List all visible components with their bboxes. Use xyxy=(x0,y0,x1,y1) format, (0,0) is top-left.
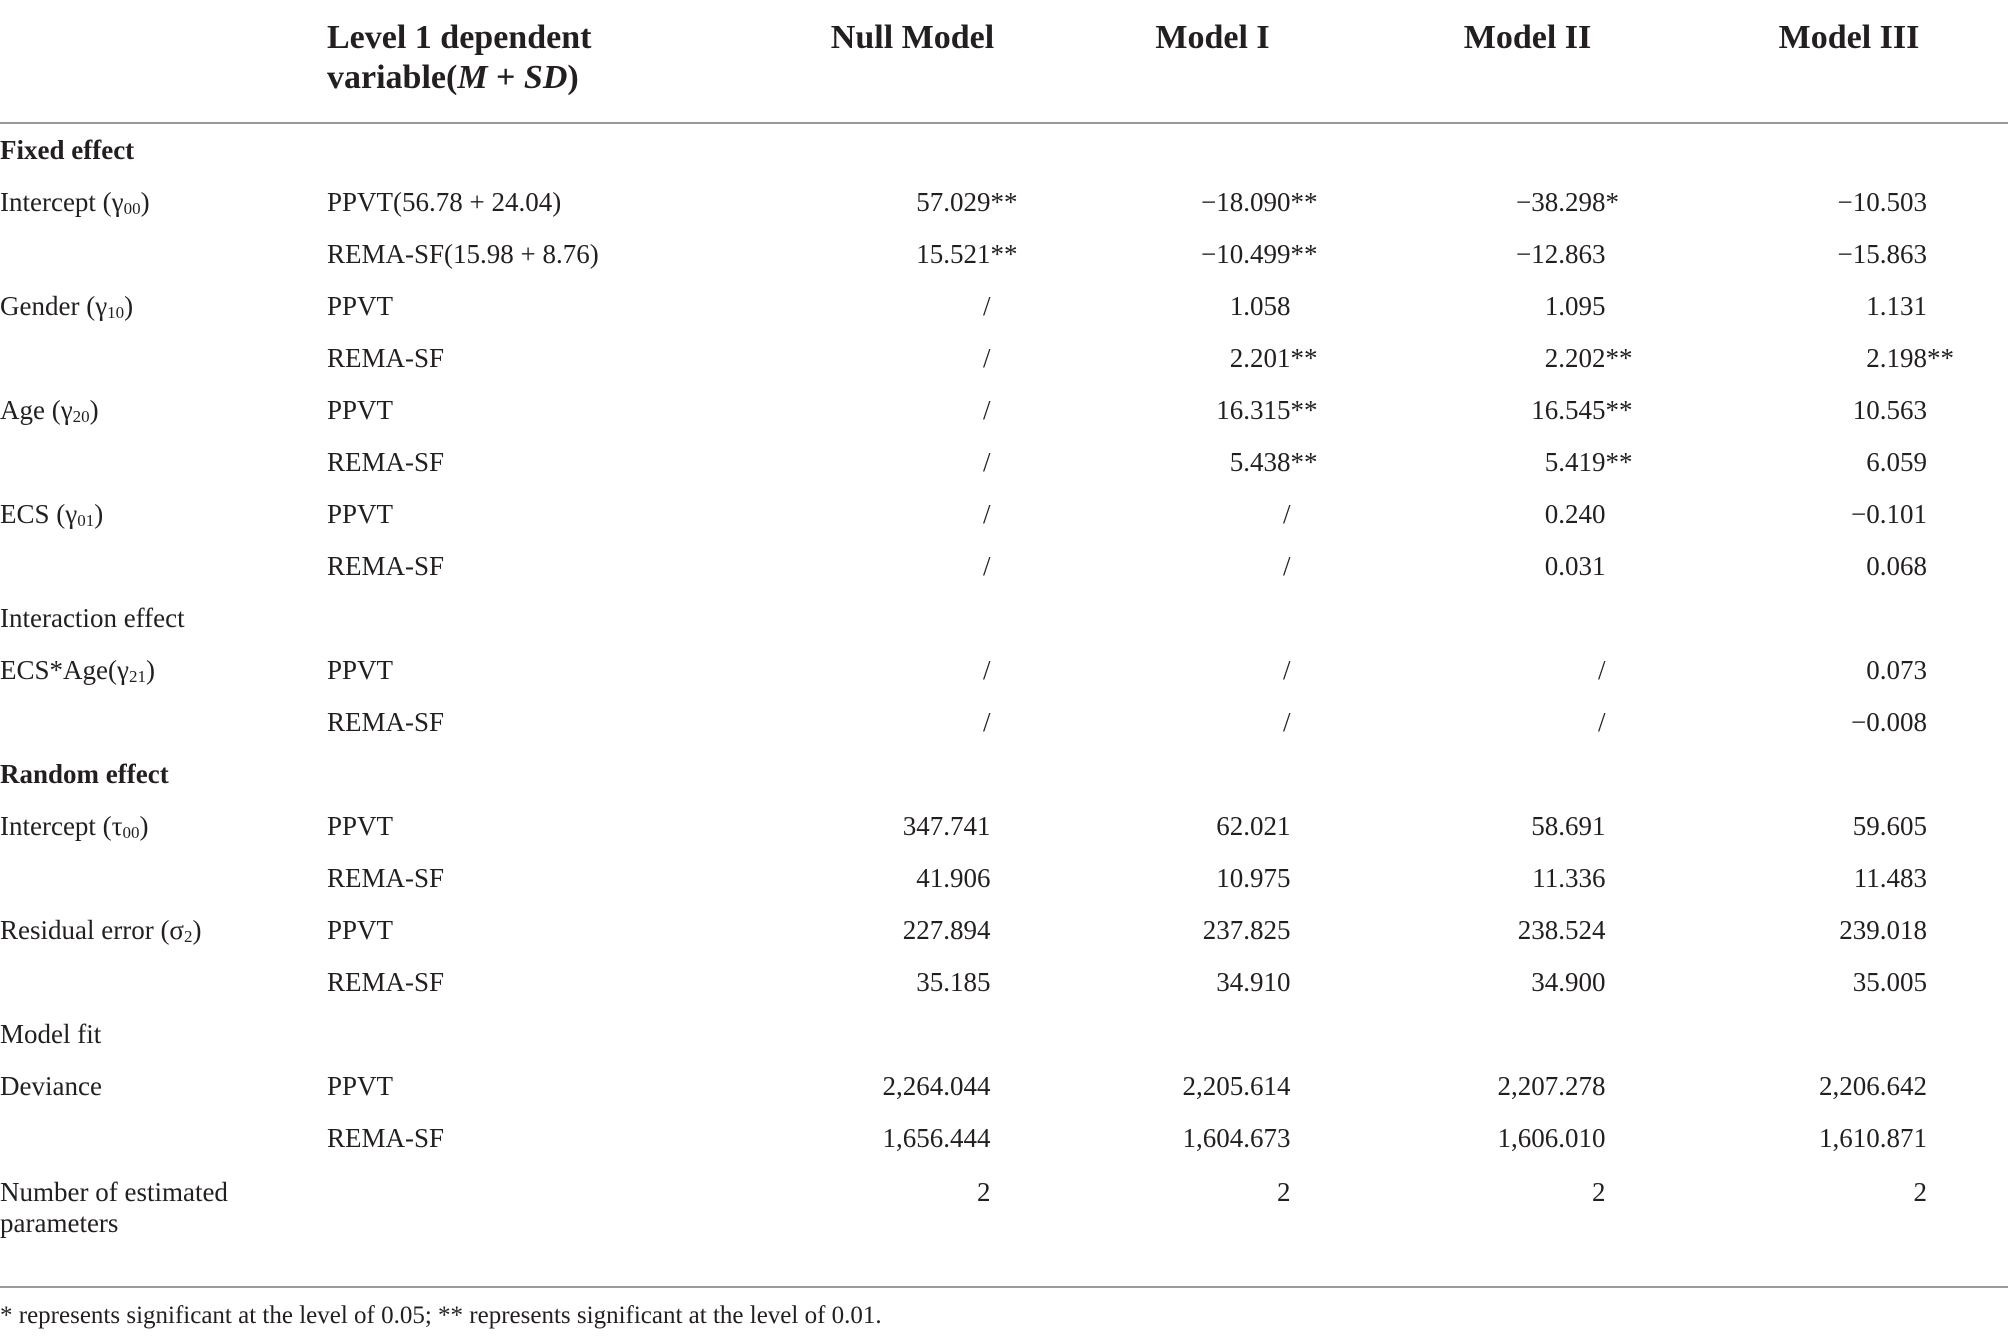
value-cell xyxy=(1690,332,2008,384)
dependent-variable-cell: REMA-SF xyxy=(327,550,445,581)
coefficient-value: 2,206.642 xyxy=(1819,1070,1927,1101)
value-cell xyxy=(765,176,1060,228)
coefficient-value: / xyxy=(982,394,991,425)
coefficient-value: / xyxy=(1282,498,1291,529)
coefficient-value: 237.825 xyxy=(1202,914,1291,945)
coefficient-value: / xyxy=(982,498,991,529)
value-cell xyxy=(1365,488,1690,540)
value-cell xyxy=(1060,280,1365,332)
coefficient-value: / xyxy=(1597,654,1606,685)
coefficient-value: 2 xyxy=(1277,1177,1291,1207)
coefficient-value: 239.018 xyxy=(1839,914,1927,945)
value-cell xyxy=(1690,852,2008,904)
table-row xyxy=(0,852,2008,904)
header-null-model: Null Model xyxy=(765,0,1060,123)
row-label: Residual error $(\sigma_2)$ xyxy=(0,914,202,946)
table-row xyxy=(0,956,2008,1008)
coefficient-value: 1.131 xyxy=(1866,290,1927,321)
value-cell xyxy=(1690,956,2008,1008)
header-model-iii: Model III xyxy=(1690,0,2008,123)
header-dv-plus: + xyxy=(487,59,524,96)
value-cell xyxy=(1060,956,1365,1008)
section-model-fit xyxy=(0,1008,2008,1060)
header-dv-line2-pre: variable( xyxy=(327,59,458,96)
coefficient-value: / xyxy=(982,550,991,581)
dependent-variable-cell: REMA-SF xyxy=(327,1122,445,1153)
value-cell xyxy=(1690,436,2008,488)
coefficient-value: 0.031 xyxy=(1544,550,1606,581)
coefficient-value: −18.090 xyxy=(1201,186,1291,217)
value-cell xyxy=(765,644,1060,696)
value-cell xyxy=(1365,1112,1690,1164)
coefficient-value: 0.240 xyxy=(1544,498,1606,529)
section-label: Model fit xyxy=(0,1018,102,1049)
table-row xyxy=(0,800,2008,852)
value-cell xyxy=(1060,1164,1365,1208)
value-cell xyxy=(1690,904,2008,956)
coefficient-value: 6.059 xyxy=(1866,446,1927,477)
coefficient-value: 2.201 xyxy=(1229,342,1291,373)
coefficient-value: 2,205.614 xyxy=(1182,1070,1291,1101)
value-cell xyxy=(1365,800,1690,852)
table-row xyxy=(0,488,2008,540)
value-cell xyxy=(1690,1164,2008,1208)
coefficient-value: / xyxy=(1282,550,1291,581)
value-cell xyxy=(1365,332,1690,384)
value-cell xyxy=(1365,384,1690,436)
value-cell xyxy=(1365,904,1690,956)
dependent-variable-cell: REMA-SF xyxy=(327,342,445,373)
value-cell xyxy=(765,332,1060,384)
value-cell xyxy=(1365,228,1690,280)
dependent-variable-cell: PPVT xyxy=(327,810,394,841)
table-row-continuation xyxy=(0,1208,2008,1272)
coefficient-value: −10.503 xyxy=(1837,186,1927,217)
value-cell xyxy=(765,1060,1060,1112)
row-label: Age $(\gamma_{20})$ xyxy=(0,394,99,426)
coefficient-value: −38.298 xyxy=(1516,186,1606,217)
coefficient-value: 11.336 xyxy=(1532,862,1606,893)
section-label: Interaction effect xyxy=(0,602,185,633)
value-cell xyxy=(765,488,1060,540)
value-cell xyxy=(1365,176,1690,228)
value-cell xyxy=(765,1112,1060,1164)
value-cell xyxy=(765,540,1060,592)
section-label: Random effect xyxy=(0,758,169,789)
coefficient-value: / xyxy=(1597,706,1606,737)
coefficient-value: 1,604.673 xyxy=(1182,1122,1291,1153)
significance-stars: ** xyxy=(990,186,1018,217)
coefficient-value: / xyxy=(982,290,991,321)
value-cell xyxy=(1060,436,1365,488)
row-label: Number of estimated xyxy=(0,1177,228,1207)
value-cell xyxy=(1060,644,1365,696)
value-cell xyxy=(1060,1060,1365,1112)
table-row xyxy=(0,176,2008,228)
table-row xyxy=(0,696,2008,748)
value-cell xyxy=(1690,488,2008,540)
coefficient-value: 35.005 xyxy=(1852,966,1927,997)
coefficient-value: 34.900 xyxy=(1531,966,1606,997)
value-cell xyxy=(1060,176,1365,228)
table-row xyxy=(0,280,2008,332)
value-cell xyxy=(1690,1060,2008,1112)
value-cell xyxy=(1060,332,1365,384)
coefficient-value: 227.894 xyxy=(902,914,991,945)
value-cell xyxy=(765,1164,1060,1208)
section-fixed-effect xyxy=(0,123,2008,176)
coefficient-value: 1,606.010 xyxy=(1497,1122,1606,1153)
value-cell xyxy=(1365,1164,1690,1208)
table-row xyxy=(0,1060,2008,1112)
value-cell xyxy=(1365,280,1690,332)
table-row xyxy=(0,540,2008,592)
coefficient-value: / xyxy=(1282,706,1291,737)
significance-stars: ** xyxy=(1290,342,1318,373)
coefficient-value: 2 xyxy=(1592,1177,1606,1207)
row-label: Intercept $(\gamma_{00})$ xyxy=(0,186,150,218)
header-dv-m: M xyxy=(457,59,488,96)
row-label: Deviance xyxy=(0,1070,102,1101)
coefficient-value: 11.483 xyxy=(1853,862,1927,893)
coefficient-value: 62.021 xyxy=(1216,810,1291,841)
value-cell xyxy=(1060,540,1365,592)
value-cell xyxy=(1365,644,1690,696)
coefficient-value: −12.863 xyxy=(1516,238,1606,269)
coefficient-value: 34.910 xyxy=(1216,966,1291,997)
value-cell xyxy=(1690,540,2008,592)
coefficient-value: 10.563 xyxy=(1852,394,1927,425)
value-cell xyxy=(765,904,1060,956)
header-dv-line1: Level 1 dependent xyxy=(327,19,592,56)
coefficient-value: 58.691 xyxy=(1531,810,1606,841)
value-cell xyxy=(1060,904,1365,956)
row-label: ECS $(\gamma_{01})$ xyxy=(0,498,104,530)
value-cell xyxy=(1365,956,1690,1008)
row-label: Intercept $(\tau_{00})$ xyxy=(0,810,149,842)
header-model-ii: Model II xyxy=(1365,0,1690,123)
dependent-variable-cell: REMA-SF xyxy=(327,706,445,737)
value-cell xyxy=(765,280,1060,332)
dependent-variable-cell xyxy=(327,1164,765,1208)
value-cell xyxy=(1690,800,2008,852)
value-cell xyxy=(1365,540,1690,592)
coefficient-value: 0.073 xyxy=(1866,654,1927,685)
value-cell xyxy=(1365,1060,1690,1112)
coefficient-value: −15.863 xyxy=(1837,238,1927,269)
table-row xyxy=(0,332,2008,384)
dependent-variable-cell: REMA-SF xyxy=(327,966,445,997)
table-header xyxy=(0,0,2008,123)
value-cell xyxy=(1690,228,2008,280)
coefficient-value: 2,207.278 xyxy=(1497,1070,1606,1101)
dependent-variable-cell: REMA-SF(15.98 + 8.76) xyxy=(327,238,599,269)
coefficient-value: 2 xyxy=(1913,1177,1927,1207)
coefficient-value: 59.605 xyxy=(1852,810,1927,841)
coefficient-value: / xyxy=(1282,654,1291,685)
significance-stars: * xyxy=(1605,186,1619,217)
value-cell xyxy=(1690,384,2008,436)
header-dv-post: ) xyxy=(567,59,579,96)
table-row xyxy=(0,904,2008,956)
coefficient-value: 1.058 xyxy=(1229,290,1291,321)
table-row xyxy=(0,436,2008,488)
dependent-variable-cell: PPVT xyxy=(327,1070,394,1101)
coefficient-value: / xyxy=(982,342,991,373)
coefficient-value: 2.202 xyxy=(1544,342,1606,373)
table-row xyxy=(0,644,2008,696)
value-cell xyxy=(765,696,1060,748)
value-cell xyxy=(1060,800,1365,852)
value-cell xyxy=(1690,280,2008,332)
coefficient-value: 5.419 xyxy=(1544,446,1606,477)
value-cell xyxy=(765,852,1060,904)
significance-stars: ** xyxy=(990,238,1018,269)
value-cell xyxy=(1060,488,1365,540)
value-cell xyxy=(765,228,1060,280)
value-cell xyxy=(1060,1112,1365,1164)
coefficient-value: 238.524 xyxy=(1517,914,1606,945)
coefficient-value: −10.499 xyxy=(1201,238,1291,269)
value-cell xyxy=(1060,228,1365,280)
coefficient-value: 1,610.871 xyxy=(1819,1122,1927,1153)
coefficient-value: 2.198 xyxy=(1866,342,1927,373)
value-cell xyxy=(1365,436,1690,488)
value-cell xyxy=(765,800,1060,852)
value-cell xyxy=(1060,384,1365,436)
value-cell xyxy=(1690,644,2008,696)
table-row xyxy=(0,384,2008,436)
table-row xyxy=(0,1164,2008,1208)
value-cell xyxy=(1690,696,2008,748)
coefficient-value: 57.029 xyxy=(916,186,991,217)
dependent-variable-cell: PPVT xyxy=(327,394,394,425)
coefficient-value: / xyxy=(982,446,991,477)
value-cell xyxy=(1365,852,1690,904)
dependent-variable-cell: PPVT xyxy=(327,654,394,685)
coefficient-value: 1,656.444 xyxy=(882,1122,991,1153)
coefficient-value: 2 xyxy=(977,1177,991,1207)
dependent-variable-cell: PPVT xyxy=(327,290,394,321)
significance-stars: ** xyxy=(1927,342,1954,373)
dependent-variable-cell: REMA-SF xyxy=(327,862,445,893)
coefficient-value: 0.068 xyxy=(1866,550,1927,581)
coefficient-value: / xyxy=(982,706,991,737)
header-dependent-variable xyxy=(327,0,765,123)
table-row xyxy=(0,228,2008,280)
coefficient-value: 35.185 xyxy=(916,966,991,997)
significance-stars: ** xyxy=(1290,186,1318,217)
row-label: $ECS*Age(\gamma_{21})$ xyxy=(0,654,155,686)
table-footnote: * represents significant at the level of 0.05; ** represents significant at the level of 0.01. xyxy=(0,1286,2008,1330)
row-label-continuation: parameters xyxy=(0,1208,119,1238)
significance-stars: ** xyxy=(1605,394,1633,425)
significance-stars: ** xyxy=(1290,238,1318,269)
coefficient-value: 41.906 xyxy=(916,862,991,893)
header-dv-sd: SD xyxy=(523,59,568,96)
coefficient-value: 16.545 xyxy=(1531,394,1606,425)
coefficient-value: 10.975 xyxy=(1216,862,1291,893)
header-model-i: Model I xyxy=(1060,0,1365,123)
section-label: Fixed effect xyxy=(0,134,135,165)
dependent-variable-cell: REMA-SF xyxy=(327,446,445,477)
significance-stars: ** xyxy=(1605,342,1633,373)
value-cell xyxy=(1060,696,1365,748)
significance-stars: ** xyxy=(1290,446,1318,477)
coefficient-value: −0.101 xyxy=(1851,498,1927,529)
coefficient-value: 16.315 xyxy=(1216,394,1291,425)
coefficient-value: 5.438 xyxy=(1229,446,1291,477)
coefficient-value: 347.741 xyxy=(902,810,991,841)
value-cell xyxy=(765,384,1060,436)
significance-stars: ** xyxy=(1290,394,1318,425)
dependent-variable-cell: PPVT(56.78 + 24.04) xyxy=(327,186,562,217)
coefficient-value: −0.008 xyxy=(1851,706,1927,737)
coefficient-value: 15.521 xyxy=(916,238,991,269)
value-cell xyxy=(1690,176,2008,228)
section-interaction-effect xyxy=(0,592,2008,644)
dependent-variable-cell: PPVT xyxy=(327,498,394,529)
coefficient-value: / xyxy=(982,654,991,685)
table-row xyxy=(0,1112,2008,1164)
header-blank xyxy=(0,0,327,123)
section-random-effect xyxy=(0,748,2008,800)
row-label: Gender $(\gamma_{10})$ xyxy=(0,290,134,322)
value-cell xyxy=(765,436,1060,488)
value-cell xyxy=(765,956,1060,1008)
value-cell xyxy=(1690,1112,2008,1164)
coefficient-value: 2,264.044 xyxy=(882,1070,991,1101)
significance-stars: ** xyxy=(1605,446,1633,477)
value-cell xyxy=(1060,852,1365,904)
value-cell xyxy=(1365,696,1690,748)
dependent-variable-cell: PPVT xyxy=(327,914,394,945)
coefficient-value: 1.095 xyxy=(1544,290,1606,321)
